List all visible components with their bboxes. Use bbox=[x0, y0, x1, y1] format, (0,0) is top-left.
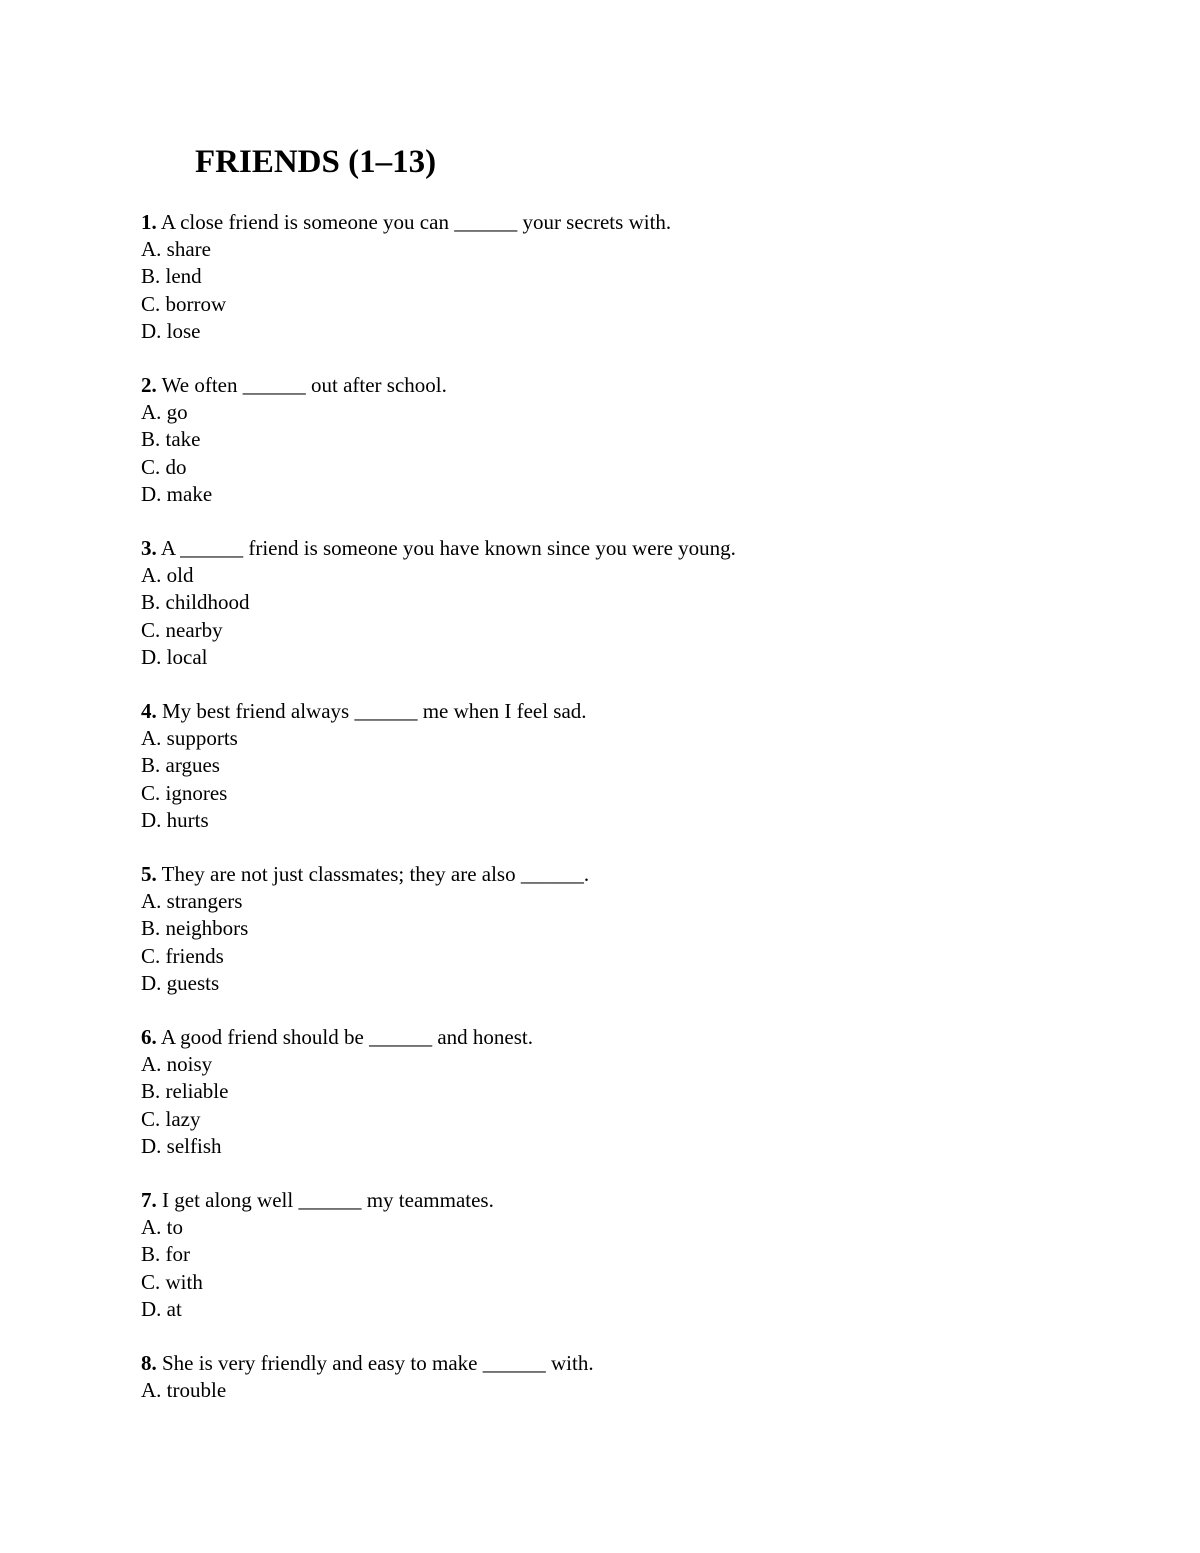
question-number: 3. bbox=[141, 536, 157, 560]
answer-option: B. argues bbox=[141, 753, 220, 778]
question-stem bbox=[141, 698, 1141, 725]
question-text: A close friend is someone you can ______ your secrets with. bbox=[160, 210, 672, 234]
question-stem bbox=[141, 535, 1141, 562]
question-stem bbox=[141, 1024, 1141, 1051]
answer-option: A. strangers bbox=[141, 889, 243, 914]
answer-option: C. friends bbox=[141, 943, 224, 968]
question-3 bbox=[141, 535, 1141, 698]
answer-option: D. at bbox=[141, 1296, 182, 1321]
answer-option: C. borrow bbox=[141, 291, 227, 316]
question-text: My best friend always ______ me when I feel sad. bbox=[162, 699, 587, 723]
question-text: She is very friendly and easy to make ______ with. bbox=[162, 1351, 594, 1375]
answer-option: C. lazy bbox=[141, 1106, 201, 1131]
question-number: 2. bbox=[141, 373, 157, 397]
question-text: We often ______ out after school. bbox=[161, 373, 447, 397]
answer-option: D. selfish bbox=[141, 1133, 222, 1158]
question-stem bbox=[141, 209, 1141, 236]
question-number: 8. bbox=[141, 1351, 157, 1375]
question-number: 5. bbox=[141, 862, 157, 886]
question-text: They are not just classmates; they are also ______. bbox=[161, 862, 590, 886]
question-list bbox=[141, 209, 1141, 1513]
question-text: I get along well ______ my teammates. bbox=[162, 1188, 494, 1212]
question-number: 4. bbox=[141, 699, 157, 723]
answer-option: B. neighbors bbox=[141, 916, 249, 941]
answer-option: A. noisy bbox=[141, 1052, 213, 1077]
answer-option: D. local bbox=[141, 644, 208, 669]
answer-option: D. make bbox=[141, 481, 213, 506]
question-1 bbox=[141, 209, 1141, 372]
answer-option: A. supports bbox=[141, 726, 238, 751]
question-7 bbox=[141, 1187, 1141, 1350]
answer-option: A. trouble bbox=[141, 1378, 227, 1403]
answer-option: C. with bbox=[141, 1269, 203, 1294]
question-5 bbox=[141, 861, 1141, 1024]
question-number: 7. bbox=[141, 1188, 157, 1212]
answer-option: C. do bbox=[141, 454, 187, 479]
answer-option: A. old bbox=[141, 563, 194, 588]
question-4 bbox=[141, 698, 1141, 861]
answer-option: B. reliable bbox=[141, 1079, 229, 1104]
answer-option: B. lend bbox=[141, 264, 202, 289]
question-number: 1. bbox=[141, 210, 157, 234]
question-stem bbox=[141, 1187, 1141, 1214]
answer-option: B. childhood bbox=[141, 590, 250, 615]
question-text: A ______ friend is someone you have known since you were young. bbox=[160, 536, 736, 560]
answer-option: D. lose bbox=[141, 318, 201, 343]
question-6 bbox=[141, 1024, 1141, 1187]
question-stem bbox=[141, 861, 1141, 888]
question-stem bbox=[141, 372, 1141, 399]
question-text: A good friend should be ______ and honest. bbox=[160, 1025, 533, 1049]
answer-option: A. share bbox=[141, 237, 211, 262]
answer-option: C. nearby bbox=[141, 617, 223, 642]
answer-option: D. hurts bbox=[141, 807, 209, 832]
answer-option: D. guests bbox=[141, 970, 220, 995]
question-8 bbox=[141, 1350, 1141, 1513]
answer-option: A. to bbox=[141, 1215, 183, 1240]
answer-option: A. go bbox=[141, 400, 188, 425]
question-number: 6. bbox=[141, 1025, 157, 1049]
question-stem bbox=[141, 1350, 1141, 1377]
answer-option: B. take bbox=[141, 427, 201, 452]
question-2 bbox=[141, 372, 1141, 535]
page-title: FRIENDS (1–13) bbox=[195, 144, 437, 180]
answer-option: C. ignores bbox=[141, 780, 228, 805]
answer-option: B. for bbox=[141, 1242, 190, 1267]
